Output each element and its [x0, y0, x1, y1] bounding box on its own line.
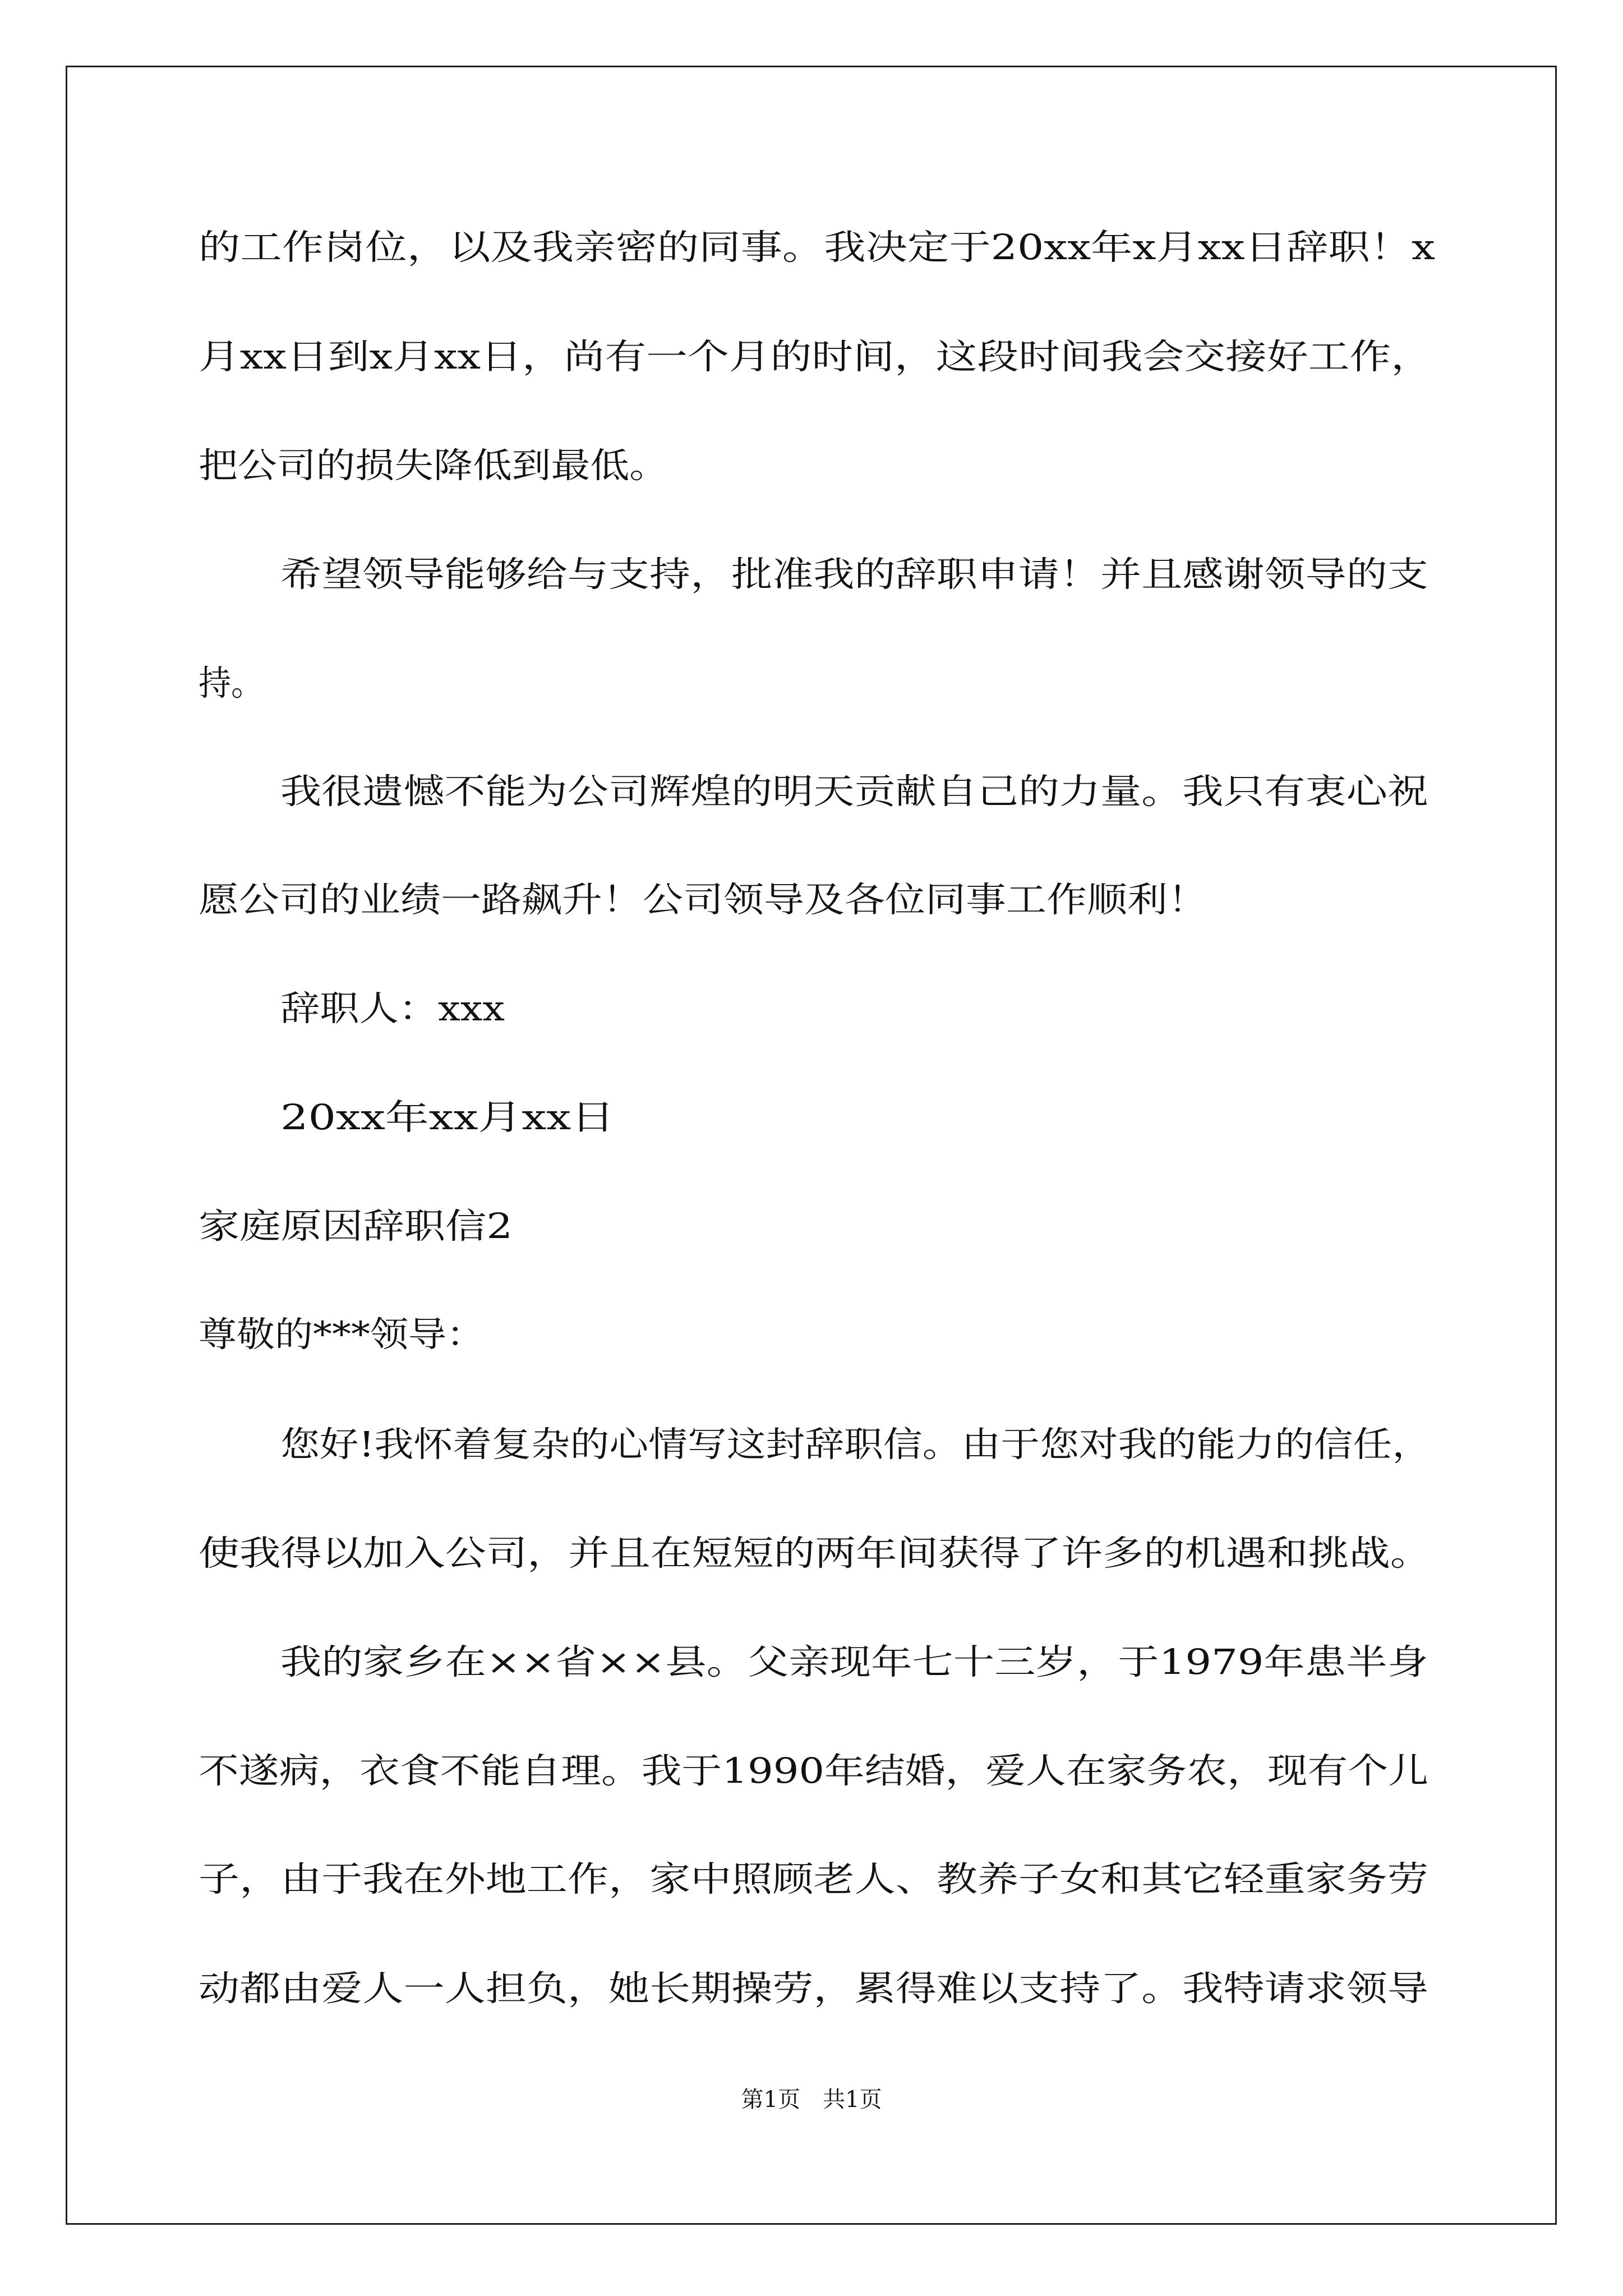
text-line: 月xx日到x月xx日，尚有一个月的时间，这段时间我会交接好工作， [199, 336, 1432, 377]
text-line: 的工作岗位，以及我亲密的同事。我决定于20xx年x月xx日辞职！x [199, 227, 1435, 268]
text-line: 我很遗憾不能为公司辉煌的明天贡献自己的力量。我只有衷心祝 [280, 771, 1428, 812]
text-line: 子，由于我在外地工作，家中照顾老人、教养子女和其它轻重家务劳 [199, 1858, 1428, 1899]
text-line: 希望领导能够给与支持，批准我的辞职申请！并且感谢领导的支 [280, 554, 1428, 595]
section-title: 家庭原因辞职信2 [199, 1205, 513, 1246]
salutation: 尊敬的***领导： [199, 1314, 485, 1355]
text-line: 愿公司的业绩一路飙升！公司领导及各位同事工作顺利！ [199, 879, 1208, 920]
text-line: 我的家乡在××省××县。父亲现年七十三岁，于1979年患半身 [280, 1641, 1428, 1682]
signature-date: 20xx年xx月xx日 [280, 1097, 615, 1138]
page-border [66, 66, 1557, 2225]
signature-name: 辞职人：xxx [280, 988, 505, 1029]
page-number: 第1页 共1页 [741, 2087, 882, 2113]
text-line: 持。 [199, 662, 264, 703]
text-line: 把公司的损失降低到最低。 [199, 445, 668, 486]
text-line: 使我得以加入公司，并且在短短的两年间获得了许多的机遇和挑战。 [199, 1533, 1431, 1573]
text-line: 不遂病，衣食不能自理。我于1990年结婚，爱人在家务农，现有个儿 [199, 1750, 1428, 1791]
text-line: 您好!我怀着复杂的心情写这封辞职信。由于您对我的能力的信任， [280, 1424, 1431, 1465]
text-line: 动都由爱人一人担负，她长期操劳，累得难以支持了。我特请求领导 [199, 1968, 1428, 2009]
